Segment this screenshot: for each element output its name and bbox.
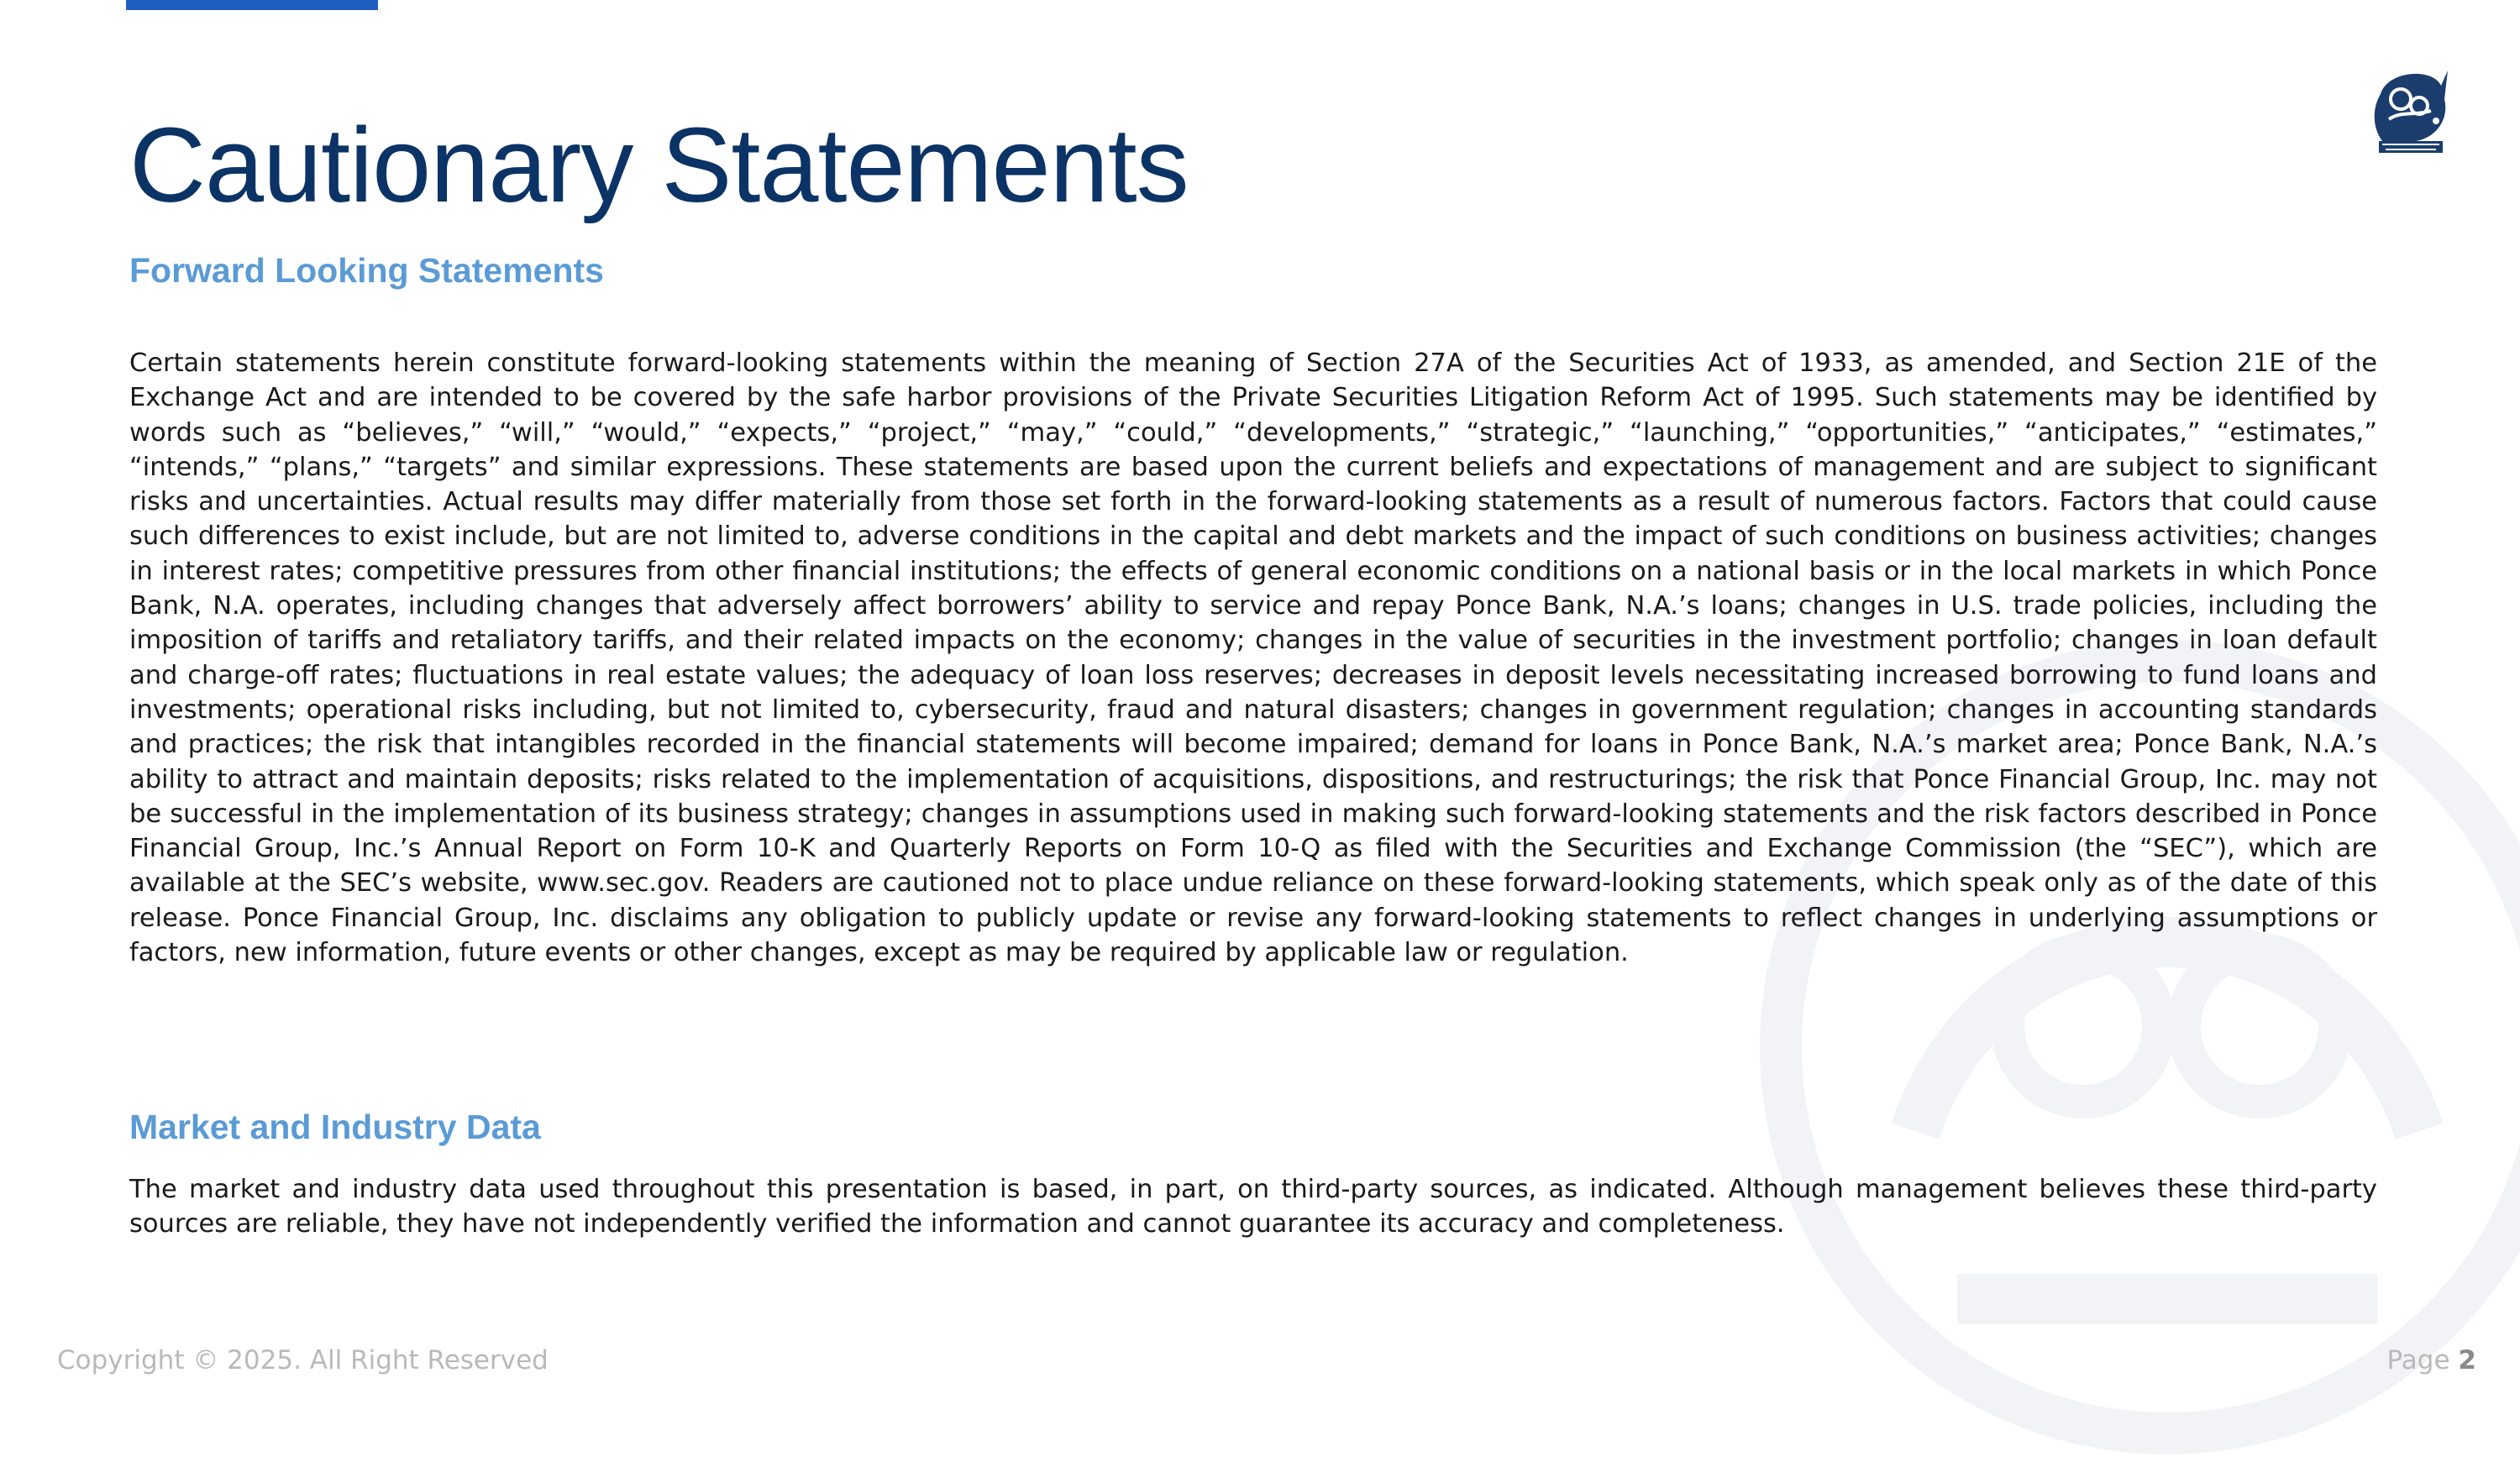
top-accent-bar <box>126 0 378 10</box>
market-industry-paragraph: The market and industry data used throughout this presentation is based, in part, on third-party sources, as indicated. Although management believes these third-party sources are reliable, they have not independently verified the information and cannot guarantee its accuracy and completeness. <box>129 1175 2377 1239</box>
page-label: Page <box>2386 1345 2450 1375</box>
market-industry-heading: Market and Industry Data <box>129 1108 541 1146</box>
forward-looking-paragraph: Certain statements herein constitute forward-looking statements within the meaning of Section 27A of the Securities Act of 1933, as amended, and Section 21E of the Exchange Act and are intended to be covered by the safe harbor provisions of the Private Securities Litigation Reform Act of 1995. Such statements may be identified by words such as “believes,” “will,” “would,” “expects,” “project,” “may,” “could,” “developments,” “strategic,” “launching,” “opportunities,” “anticipates,” “estimates,” “intends,” “plans,” “targets” and similar expressions. These statements are based upon the current beliefs and expectations of management and are subject to significant risks and uncertainties. Actual results may differ materially from those set forth in the forward-looking statements as a result of numerous factors. Factors that could cause such differences to exist include, but are not limited to, adverse conditions in the capital and debt markets and the impact of such conditions on business activities; changes in interest rates; competitive pressures from other financial institutions; the effects of general economic conditions on a national basis or in the local markets in which Ponce Bank, N.A. operates, including changes that adversely affect borrowers’ ability to service and repay Ponce Bank, N.A.’s loans; changes in U.S. trade policies, including the imposition of tariffs and retaliatory tariffs, and their related impacts on the economy; changes in the value of securities in the investment portfolio; changes in loan default and charge-off rates; fluctuations in real estate values; the adequacy of loan loss reserves; decreases in deposit levels necessitating increased borrowing to fund loans and investments; operational risks including, but not limited to, cybersecurity, fraud and natural disasters; changes in government regulation; changes in accounting standards and practices; the risk that intangibles recorded in the financial statements will become impaired; demand for loans in Ponce Bank, N.A.’s market area; Ponce Bank, N.A.’s ability to attract and maintain deposits; risks related to the implementation of acquisitions, dispositions, and restructurings; the risk that Ponce Financial Group, Inc. may not be successful in the implementation of its business strategy; changes in assumptions used in making such forward-looking statements and the risk factors described in Ponce Financial Group, Inc.’s Annual Report on Form 10-K and Quarterly Reports on Form 10-Q as filed with the Securities and Exchange Commission (the “SEC”), which are available at the SEC’s website, www.sec.gov. Readers are cautioned not to place undue reliance on these forward-looking statements, which speak only as of the date of this release. Ponce Financial Group, Inc. disclaims any obligation to publicly update or revise any forward-looking statements to reflect changes in underlying assumptions or factors, new information, future events or other changes, except as may be required by applicable law or regulation. <box>129 348 2377 968</box>
footer-copyright: Copyright © 2025. All Right Reserved <box>57 1345 549 1375</box>
ponce-logo-icon <box>2364 60 2456 161</box>
page-title: Cautionary Statements <box>129 106 1189 224</box>
forward-looking-heading: Forward Looking Statements <box>129 251 604 290</box>
footer-page-indicator <box>2387 1344 2477 1377</box>
page-number: 2 <box>2458 1345 2476 1375</box>
